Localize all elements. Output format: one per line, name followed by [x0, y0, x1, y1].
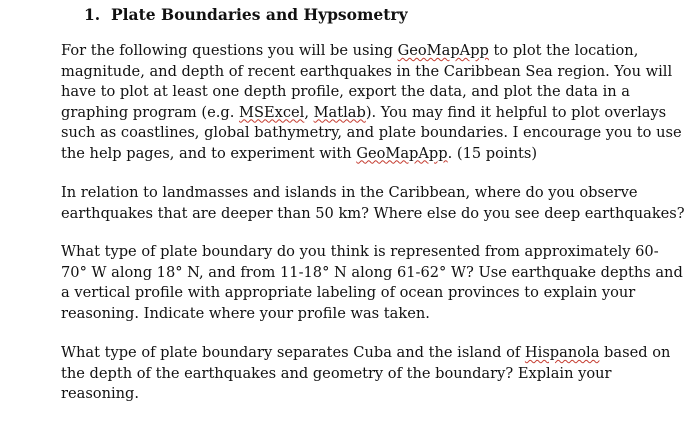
intro-paragraph	[61, 41, 691, 164]
spellcheck-word: GeoMapApp	[356, 144, 448, 162]
spellcheck-word: Matlab	[313, 103, 366, 121]
text-run: graphing program (e.g.	[61, 103, 239, 121]
text-run: For the following questions you will be using	[61, 42, 398, 59]
question-plate-boundary-profile	[61, 242, 691, 324]
text-line: What type of plate boundary do you think is represented from approximately 60-	[61, 243, 659, 260]
text-line: the depth of the earthquakes and geometry of the boundary? Explain your	[61, 364, 612, 382]
text-line: reasoning.	[61, 385, 140, 402]
text-run: ). You may find it helpful to plot overlays	[365, 103, 667, 121]
section-title: Plate Boundaries and Hypsometry	[111, 5, 408, 24]
text-run: . (15 points)	[447, 144, 538, 162]
text-run: to plot the location,	[488, 42, 639, 59]
text-line	[61, 41, 691, 62]
text-run: the help pages, and to experiment with	[61, 144, 357, 162]
text-line: earthquakes that are deeper than 50 km? Where else do you see deep earthquakes?	[61, 204, 685, 222]
spellcheck-word: MSExcel	[239, 103, 305, 121]
text-run: based on	[599, 344, 671, 361]
section-heading	[84, 4, 408, 26]
text-line: such as coastlines, global bathymetry, and plate boundaries. I encourage you to use	[61, 124, 682, 141]
text-line: have to plot at least one depth profile, export the data, and plot the data in a	[61, 83, 630, 100]
text-line	[61, 103, 691, 124]
text-run: What type of plate boundary separates Cuba and the island of	[61, 344, 525, 361]
question-deep-earthquakes	[61, 183, 691, 224]
question-cuba-hispanola	[61, 343, 691, 405]
text-run: ,	[304, 103, 314, 121]
text-line	[61, 144, 691, 165]
text-line: In relation to landmasses and islands in the Caribbean, where do you observe	[61, 184, 638, 201]
text-line: a vertical profile with appropriate labeling of ocean provinces to explain your	[61, 284, 636, 301]
spellcheck-word: Hispanola	[524, 344, 600, 361]
text-line: reasoning. Indicate where your profile was taken.	[61, 304, 430, 322]
section-number: 1.	[84, 5, 101, 24]
text-line: 70° W along 18° N, and from 11-18° N along 61-62° W? Use earthquake depths and	[61, 263, 683, 281]
text-line	[61, 343, 691, 364]
text-line: magnitude, and depth of recent earthquakes in the Caribbean Sea region. You will	[61, 62, 673, 80]
spellcheck-word: GeoMapApp	[397, 42, 489, 59]
